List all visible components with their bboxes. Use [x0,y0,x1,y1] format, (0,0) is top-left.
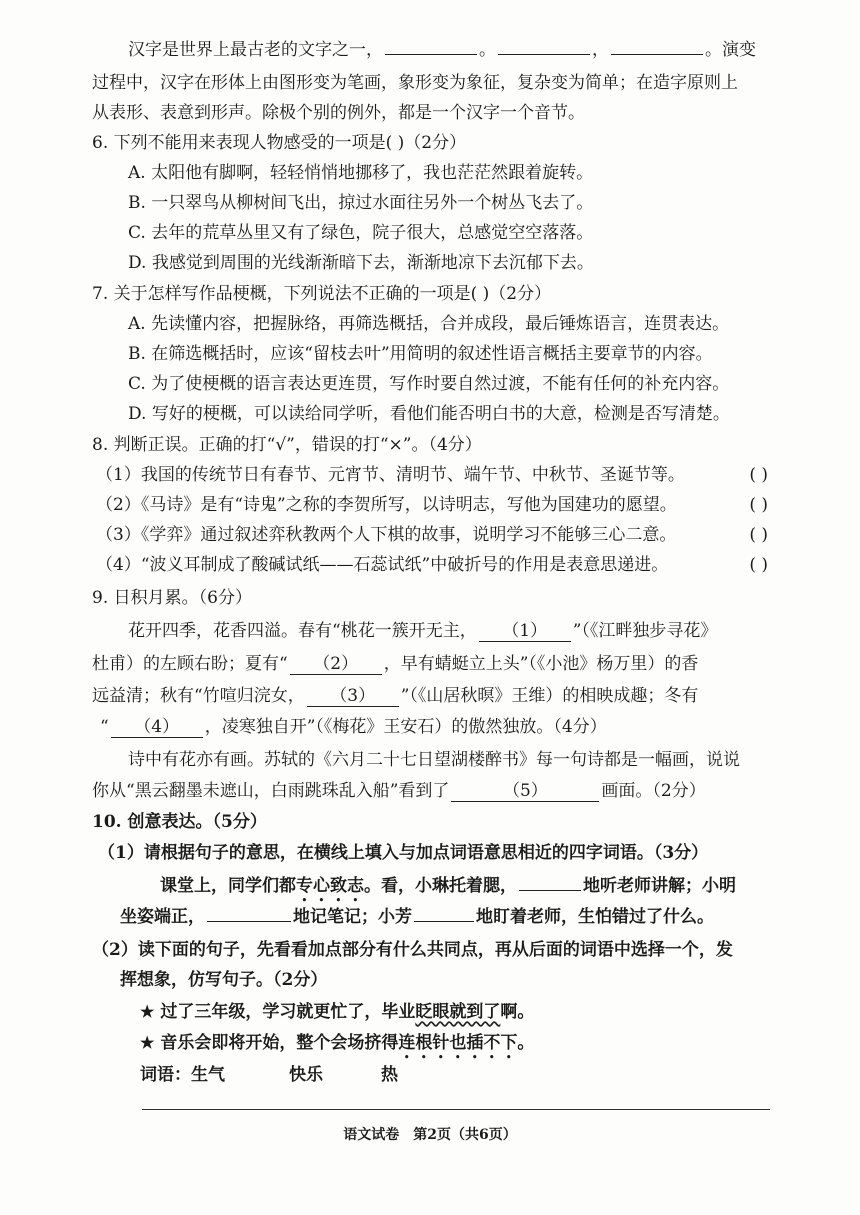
poem-text: 你从“黑云翻墨未遮山，白雨跳珠乱入船”看到了 [92,781,450,801]
intro-text: 。 [479,40,496,60]
question-8-stem: 8. 判断正误。正确的打“√”，错误的打“×”。（4分） [92,435,482,455]
question-6-stem [92,133,466,153]
q8-item-2 [96,495,768,515]
poem-text: ，早有蜻蜓立上头”（《小池》杨万里）的香 [383,654,699,674]
sentence-text: 啊。 [500,1002,535,1022]
page-footer: 语文试卷 第2页（共6页） [343,1127,517,1143]
answer-blank[interactable] [611,40,703,55]
q6-option-d: D. 我感觉到周围的光线渐渐暗下去，渐渐地凉下去沉郁下去。 [128,253,594,273]
q9-line-2 [92,654,698,675]
sentence-text: 地记笔记；小芳 [293,907,412,927]
score-text: （2分） [489,284,552,304]
answer-blank-5[interactable]: （5） [451,781,599,802]
poem-text: 杜甫）的左顾右盼；夏有“ [92,654,288,674]
judge-statement: （2）《马诗》是有“诗鬼”之称的李贺所写，以诗明志，写他为国建功的愿望。 [96,495,677,515]
sentence-text: 音乐会即将开始，整个会场挤得 [160,1033,399,1053]
answer-paren[interactable]: ( ) [749,525,768,545]
answer-blank-2[interactable]: （2） [290,654,382,675]
q6-option-a: A. 太阳他有脚啊，轻轻悄悄地挪移了，我也茫茫然跟着旋转。 [128,163,594,183]
dotted-word: 专心致志 [296,876,364,896]
q9-line-4 [100,717,607,738]
intro-text: 。演变 [705,40,756,60]
poem-text: 花开四季，花香四溢。春有“桃花一簇开无主， [128,621,477,641]
answer-blank[interactable] [207,907,291,922]
q10-sub-1: （1）请根据句子的意思，在横线上填入与加点词语意思相近的四字词语。（3分） [98,843,709,863]
q8-item-4 [96,555,768,575]
example-sentence-1 [140,1002,534,1022]
judge-statement: （1）我国的传统节日有春节、元宵节、清明节、端午节、中秋节、圣诞节等。 [96,465,685,485]
question-text: 6. 下列不能用来表现人物感受的一项是 [92,133,386,153]
q9-line-6 [92,781,706,802]
marked-phrase: 眨眼就到了 [415,1002,501,1022]
intro-text: ， [592,40,609,60]
intro-line-1 [128,40,756,60]
question-text: 7. 关于怎样写作品梗概，下列说法不正确的一项是 [92,284,471,304]
answer-blank[interactable] [498,40,590,55]
q10-sub-2-line-1: （2）读下面的句子，先看看加点部分有什么共同点，再从后面的词语中选择一个，发 [92,940,733,960]
word-choice: 快乐 [289,1065,323,1085]
answer-paren[interactable]: ( ) [470,284,490,304]
intro-text: 汉字是世界上最古老的文字之一， [128,40,383,60]
q9-line-3 [92,686,698,707]
word-choice: 词语：生气 [140,1065,225,1085]
poem-text: “ [100,717,109,737]
answer-blank[interactable] [519,876,581,891]
q8-item-3 [96,525,768,545]
answer-paren[interactable]: ( ) [385,133,405,153]
sentence-text: 地听老师讲解；小明 [583,876,736,896]
q7-option-b: B. 在筛选概括时，应该“留枝去叶”用简明的叙述性语言概括主要章节的内容。 [128,344,713,364]
q8-item-1 [96,465,768,485]
sentence-text: 地盯着老师，生怕错过了什么。 [476,907,714,927]
sentence-text: 。 [517,1033,535,1053]
sentence-text: 坐姿端正， [120,907,205,927]
answer-paren[interactable]: ( ) [749,555,768,575]
q6-option-c: C. 去年的荒草丛里又有了绿色，院子很大，总感觉空空落落。 [128,223,594,243]
score-text: （2分） [404,133,467,153]
word-choices [140,1065,398,1085]
poem-text: ”（《江畔独步寻花》 [572,621,718,641]
intro-line-2: 过程中，汉字在形体上由图形变为笔画，象形变为象征，复杂变为简单；在造字原则上 [92,73,738,93]
word-choice: 热 [381,1065,398,1085]
dotted-phrase: 连根针也插不下 [398,1033,518,1053]
intro-line-3: 从表形、表意到形声。除极个别的例外，都是一个汉字一个音节。 [92,103,585,123]
q6-option-b: B. 一只翠鸟从柳树间飞出，掠过水面往另外一个树丛飞去了。 [128,193,594,213]
sentence-text: 。看，小琳托着腮， [364,876,517,896]
star-icon: ★ [140,1002,155,1021]
q7-option-c: C. 为了使梗概的语言表达更连贯，写作时要自然过渡，不能有任何的补充内容。 [128,374,730,394]
poem-text: ，凌寒独自开”（《梅花》王安石）的傲然独放。（4分） [204,717,607,737]
question-9-stem: 9. 日积月累。（6分） [92,588,252,608]
q9-line-1 [128,621,717,642]
example-sentence-2 [140,1033,534,1063]
question-7-stem [92,284,551,304]
poem-text: ”（《山居秋暝》王维）的相映成趣；冬有 [400,686,699,706]
answer-paren[interactable]: ( ) [749,495,768,515]
answer-blank-1[interactable]: （1） [479,621,571,642]
judge-statement: （4）“波义耳制成了酸碱试纸——石蕊试纸”中破折号的作用是表意思递进。 [96,555,669,575]
q10-sub-1-line-2 [120,907,714,927]
poem-text: 画面。（2分） [601,781,706,801]
q7-option-a: A. 先读懂内容，把握脉络，再筛选概括，合并成段，最后锤炼语言，连贯表达。 [128,314,730,334]
answer-blank[interactable] [414,907,474,922]
answer-blank-4[interactable]: （4） [111,717,203,738]
q9-line-5: 诗中有花亦有画。苏轼的《六月二十七日望湖楼醉书》每一句诗都是一幅画，说说 [128,750,740,770]
answer-blank-3[interactable]: （3） [307,686,399,707]
poem-text: 远益清；秋有“竹喧归浣女， [92,686,305,706]
answer-paren[interactable]: ( ) [749,465,768,485]
star-icon: ★ [140,1033,155,1052]
sentence-text: 过了三年级，学习就更忙了，毕业 [160,1002,416,1022]
answer-blank[interactable] [385,40,477,55]
judge-statement: （3）《学弈》通过叙述弈秋教两个人下棋的故事，说明学习不能够三心二意。 [96,525,677,545]
q10-sub-1-line-1 [160,876,736,906]
question-10-stem: 10. 创意表达。（5分） [92,812,267,832]
q10-sub-2-line-2: 挥想象，仿写句子。（2分） [120,970,328,990]
sentence-text: 课堂上，同学们都 [160,876,296,896]
footer-divider [142,1109,770,1110]
q7-option-d: D. 写好的梗概，可以读给同学听，看他们能否明白书的大意，检测是否写清楚。 [128,404,730,424]
